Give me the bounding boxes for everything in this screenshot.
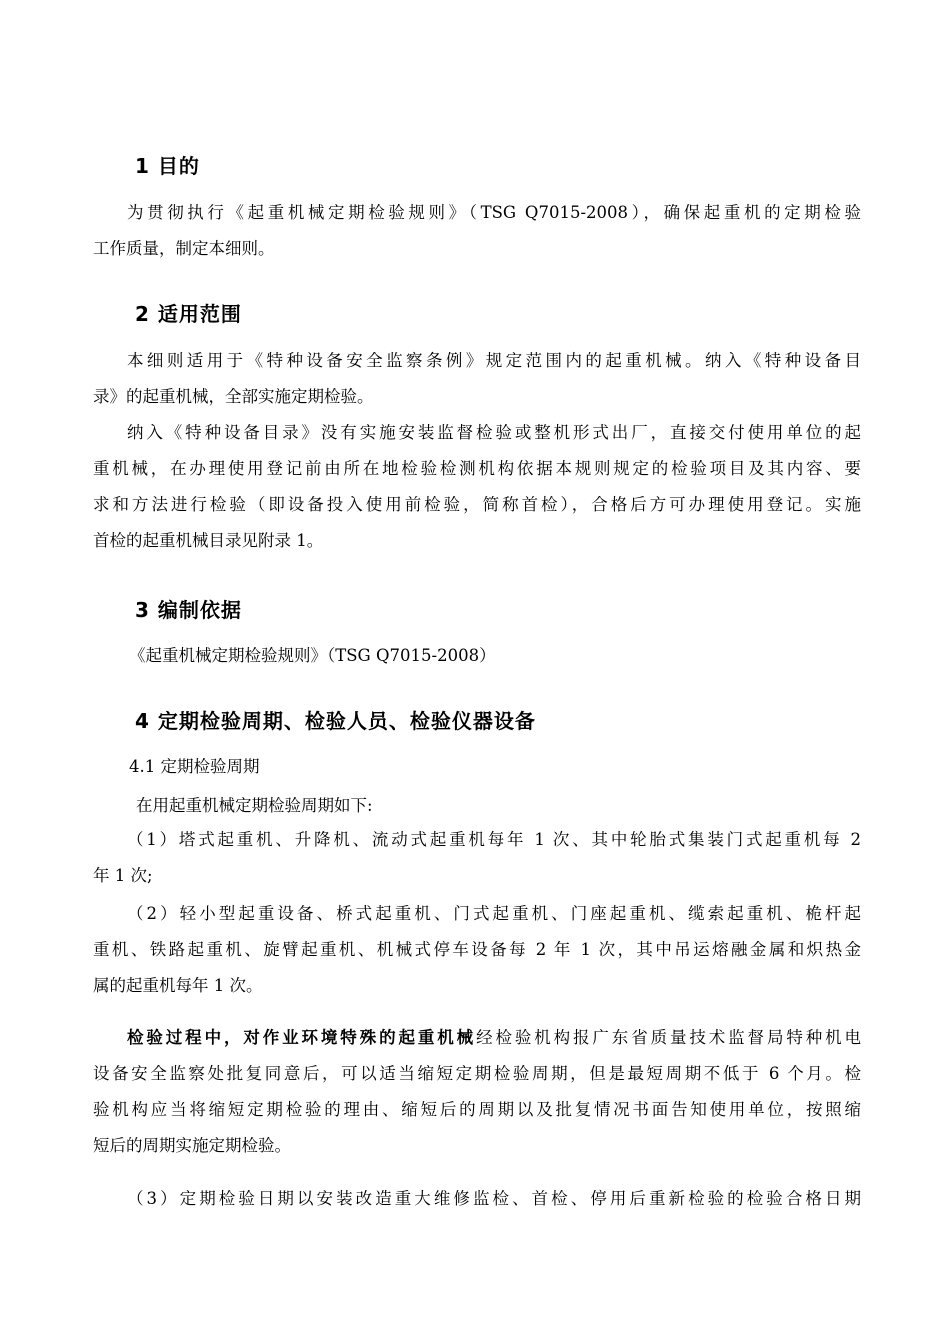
special-env-paragraph-line-1 bbox=[93, 1020, 861, 1056]
section-2-line-4: 重机械，在办理使用登记前由所在地检验检测机构依据本规则规定的检验项目及其内容、要 bbox=[93, 459, 861, 478]
subsection-4-1-title: 4.1 定期检验周期 bbox=[129, 757, 260, 776]
section-1-heading: 1 目的 bbox=[135, 154, 200, 178]
section-2-line-2: 录》的起重机械，全部实施定期检验。 bbox=[93, 387, 374, 406]
section-2-heading: 2 适用范围 bbox=[135, 302, 242, 326]
special-env-paragraph-line-4: 短后的周期实施定期检验。 bbox=[93, 1136, 291, 1155]
section-1-line-1: 为贯彻执行《起重机械定期检验规则》（TSG Q7015-2008），确保起重机的定期检验 bbox=[127, 203, 861, 222]
item-3-line-1: （3）定期检验日期以安装改造重大维修监检、首检、停用后重新检验的检验合格日期 bbox=[127, 1189, 861, 1208]
section-3-heading: 3 编制依据 bbox=[135, 598, 242, 622]
item-1-line-2: 年 1 次; bbox=[93, 866, 153, 885]
section-2-line-3: 纳入《特种设备目录》没有实施安装监督检验或整机形式出厂，直接交付使用单位的起 bbox=[127, 423, 861, 442]
special-env-paragraph-line-2: 设备安全监察处批复同意后，可以适当缩短定期检验周期，但是最短周期不低于 6 个月。检 bbox=[93, 1064, 861, 1083]
item-2-line-2: 重机、铁路起重机、旋臂起重机、机械式停车设备每 2 年 1 次，其中吊运熔融金属和炽热金 bbox=[93, 940, 861, 959]
item-1-line-1: （1）塔式起重机、升降机、流动式起重机每年 1 次、其中轮胎式集装门式起重机每 2 bbox=[127, 830, 861, 849]
special-env-bold-text: 检验过程中，对作业环境特殊的起重机械 bbox=[127, 1028, 477, 1047]
item-2-line-1: （2）轻小型起重设备、桥式起重机、门式起重机、门座起重机、缆索起重机、桅杆起 bbox=[127, 904, 861, 923]
section-1-line-2: 工作质量，制定本细则。 bbox=[93, 239, 275, 258]
section-4-intro: 在用起重机械定期检验周期如下: bbox=[136, 796, 373, 815]
section-2-line-1: 本细则适用于《特种设备安全监察条例》规定范围内的起重机械。纳入《特种设备目 bbox=[127, 351, 861, 370]
special-env-rest-text: 经检验机构报广东省质量技术监督局特种机电 bbox=[476, 1028, 861, 1047]
section-2-line-5: 求和方法进行检验（即设备投入使用前检验，简称首检），合格后方可办理使用登记。实施 bbox=[93, 495, 861, 514]
item-2-line-3: 属的起重机每年 1 次。 bbox=[93, 976, 263, 995]
section-3-line-1: 《起重机械定期检验规则》（TSG Q7015-2008） bbox=[129, 646, 496, 665]
section-2-line-6: 首检的起重机械目录见附录 1。 bbox=[93, 531, 324, 550]
section-4-heading: 4 定期检验周期、检验人员、检验仪器设备 bbox=[135, 709, 536, 733]
special-env-paragraph-line-3: 验机构应当将缩短定期检验的理由、缩短后的周期以及批复情况书面告知使用单位，按照缩 bbox=[93, 1100, 861, 1119]
